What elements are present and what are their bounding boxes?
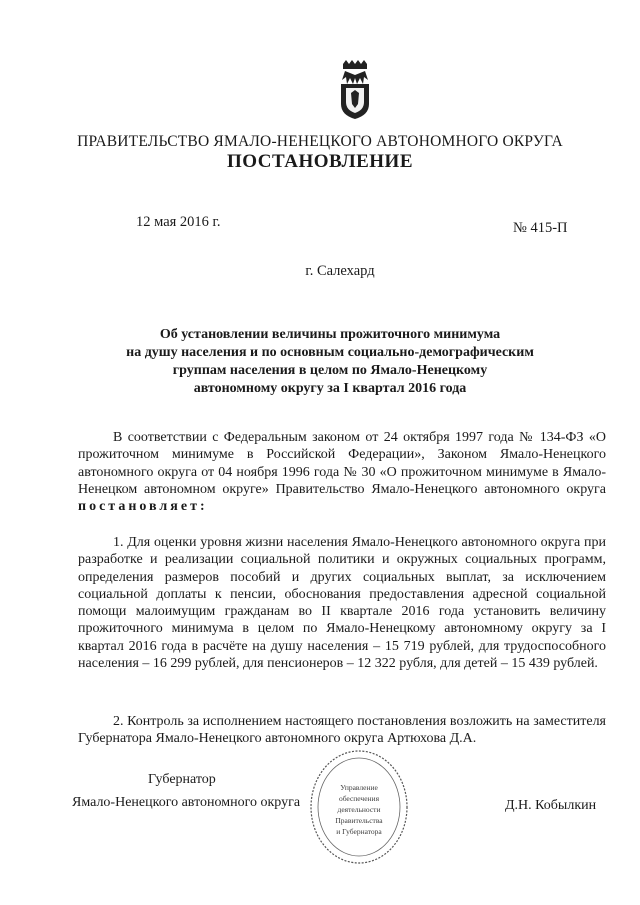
- stamp-line: Управление: [340, 783, 378, 792]
- document-title: [100, 326, 560, 398]
- document-type-heading: ПОСТАНОВЛЕНИЕ: [226, 151, 414, 172]
- signatory-title: Губернатор: [148, 772, 216, 787]
- clause-1: [78, 534, 606, 672]
- stamp-line: деятельности: [337, 805, 381, 814]
- preamble-paragraph: [78, 429, 606, 515]
- clause-2: [78, 713, 606, 748]
- clause-text: 1. Для оценки уровня жизни населения Ямало-Ненецкого автономного округа при разработке и реализации социальной политики и окружных социальных программ, определения размеров пособий и других социальных выплат, за исключением социальной доплаты к пенсии, обоснования предоставления адресной социальной помощи малоимущим гражданам во II квартале 2016 года установить величину прожиточного минимума в целом по Ямало-Ненецкому автономному округу за I квартал 2016 года в расчёте на душу населения – 15 719 рублей, для трудоспособного населения – 16 299 рублей, для пенсионеров – 12 322 рубля, для детей – 15 439 рублей.: [78, 535, 606, 672]
- document-number: № 415-П: [513, 220, 568, 236]
- organization-heading: ПРАВИТЕЛЬСТВО ЯМАЛО-НЕНЕЦКОГО АВТОНОМНОГО ОКРУГА: [77, 133, 563, 150]
- official-stamp: [308, 748, 410, 866]
- document-city: г. Салехард: [305, 263, 375, 279]
- title-line: группам населения в целом по Ямало-Ненецкому: [172, 363, 488, 378]
- stamp-line: обеспечения: [338, 794, 380, 803]
- preamble-text: В соответствии с Федеральным законом от 24 октября 1997 года № 134-ФЗ «О прожиточном минимуме в Российской Федерации», Законом Ямало-Ненецкого автономного округа от 04 ноября 1996 года № 30 «О прожиточном минимуме в Ямало-Ненецком автономном округе» Правительство Ямало-Ненецкого автономного округа: [78, 430, 606, 497]
- title-line: на душу населения и по основным социально-демографическим: [126, 345, 534, 360]
- deer-crest-icon: [333, 60, 377, 120]
- title-line: автономному округу за I квартал 2016 года: [193, 381, 467, 396]
- stamp-line: Правительства: [335, 816, 383, 825]
- title-line: Об установлении величины прожиточного минимума: [159, 327, 501, 342]
- clause-text: 2. Контроль за исполнением настоящего постановления возложить на заместителя Губернатора Ямало-Ненецкого автономного округа Артюхова Д.А.: [78, 714, 606, 747]
- document-date: 12 мая 2016 г.: [136, 214, 221, 230]
- resolution-keyword: постановляет:: [78, 499, 208, 515]
- stamp-line: и Губернатора: [336, 827, 382, 836]
- coat-of-arms-emblem: [333, 60, 377, 120]
- signatory-organization: Ямало-Ненецкого автономного округа: [72, 795, 301, 810]
- signatory-name: Д.Н. Кобылкин: [505, 798, 597, 813]
